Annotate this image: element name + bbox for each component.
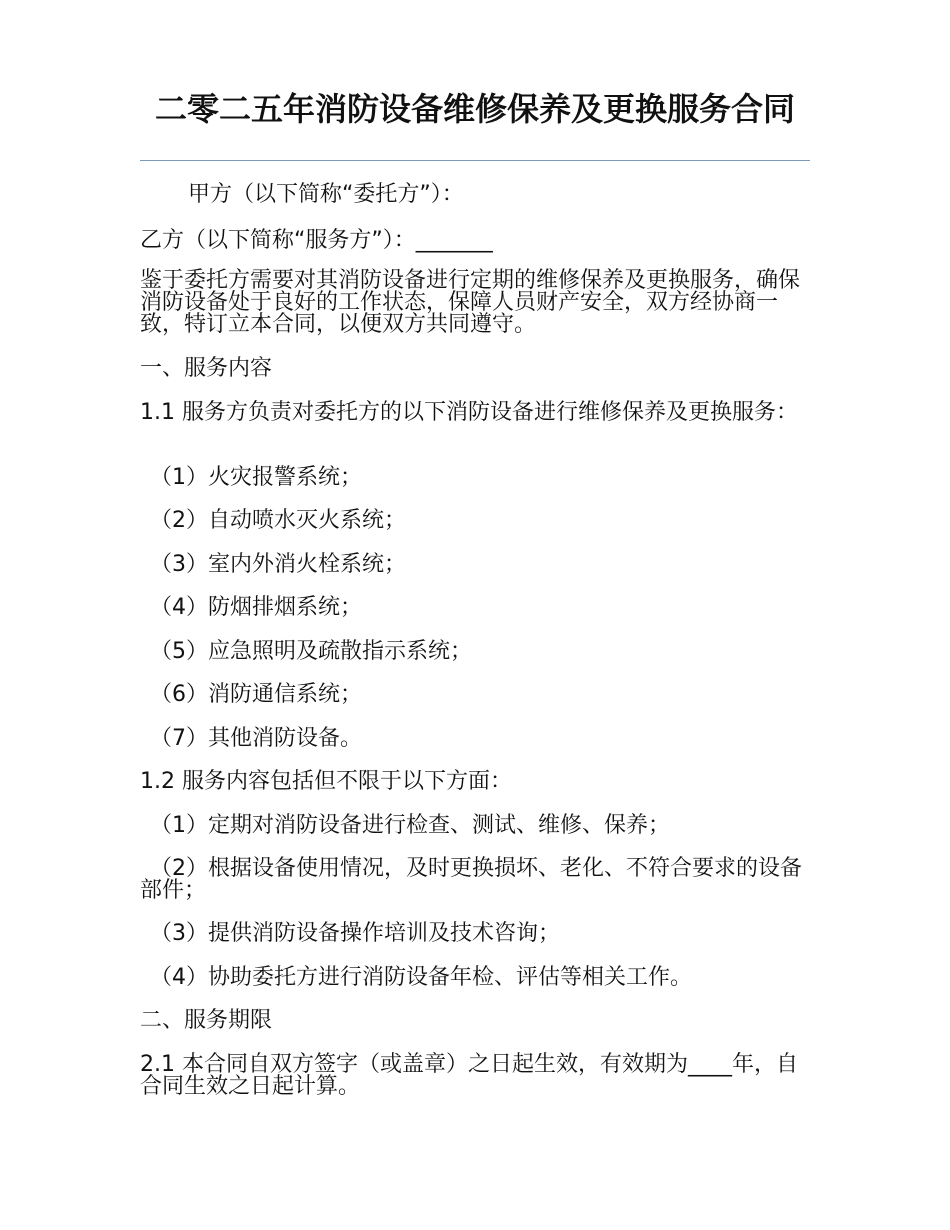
clause-1-1: 1.1 服务方负责对委托方的以下消防设备进行维修保养及更换服务： (140, 400, 798, 425)
clause-2-1: 2.1 本合同自双方签字（或盖章）之日起生效，有效期为____年，自合同生效之日起计算。 (140, 1052, 798, 1099)
scope-item: （1）定期对消防设备进行检查、测试、维修、保养； (150, 813, 670, 838)
clause-1-2: 1.2 服务内容包括但不限于以下方面： (140, 769, 512, 794)
scope-item: （3）提供消防设备操作培训及技术咨询； (150, 921, 560, 946)
section-2-heading: 二、服务期限 (140, 1008, 273, 1033)
equipment-item: （2）自动喷水灭火系统； (150, 508, 406, 533)
equipment-item: （3）室内外消火栓系统； (150, 552, 406, 577)
equipment-item: （6）消防通信系统； (150, 682, 362, 707)
equipment-item: （5）应急照明及疏散指示系统； (150, 639, 472, 664)
equipment-item: （7）其他消防设备。 (150, 726, 362, 751)
preamble-paragraph: 鉴于委托方需要对其消防设备进行定期的维修保养及更换服务，确保消防设备处于良好的工作状态，保障人员财产安全，双方经协商一致，特订立本合同，以便双方共同遵守。 (140, 268, 801, 337)
equipment-item: （4）防烟排烟系统； (150, 595, 362, 620)
section-1-heading: 一、服务内容 (140, 356, 273, 381)
scope-item: （4）协助委托方进行消防设备年检、评估等相关工作。 (150, 965, 692, 990)
scope-item: （2）根据设备使用情况，及时更换损坏、老化、不符合要求的设备部件； (140, 856, 802, 903)
contract-title: 二零二五年消防设备维修保养及更换服务合同 (154, 90, 795, 128)
party-b-line: 乙方（以下简称“服务方”）：_______ (140, 228, 493, 253)
party-a-line: 甲方（以下简称“委托方”）： (188, 182, 464, 207)
title-divider (140, 160, 810, 161)
equipment-item: （1）火灾报警系统； (150, 465, 362, 490)
